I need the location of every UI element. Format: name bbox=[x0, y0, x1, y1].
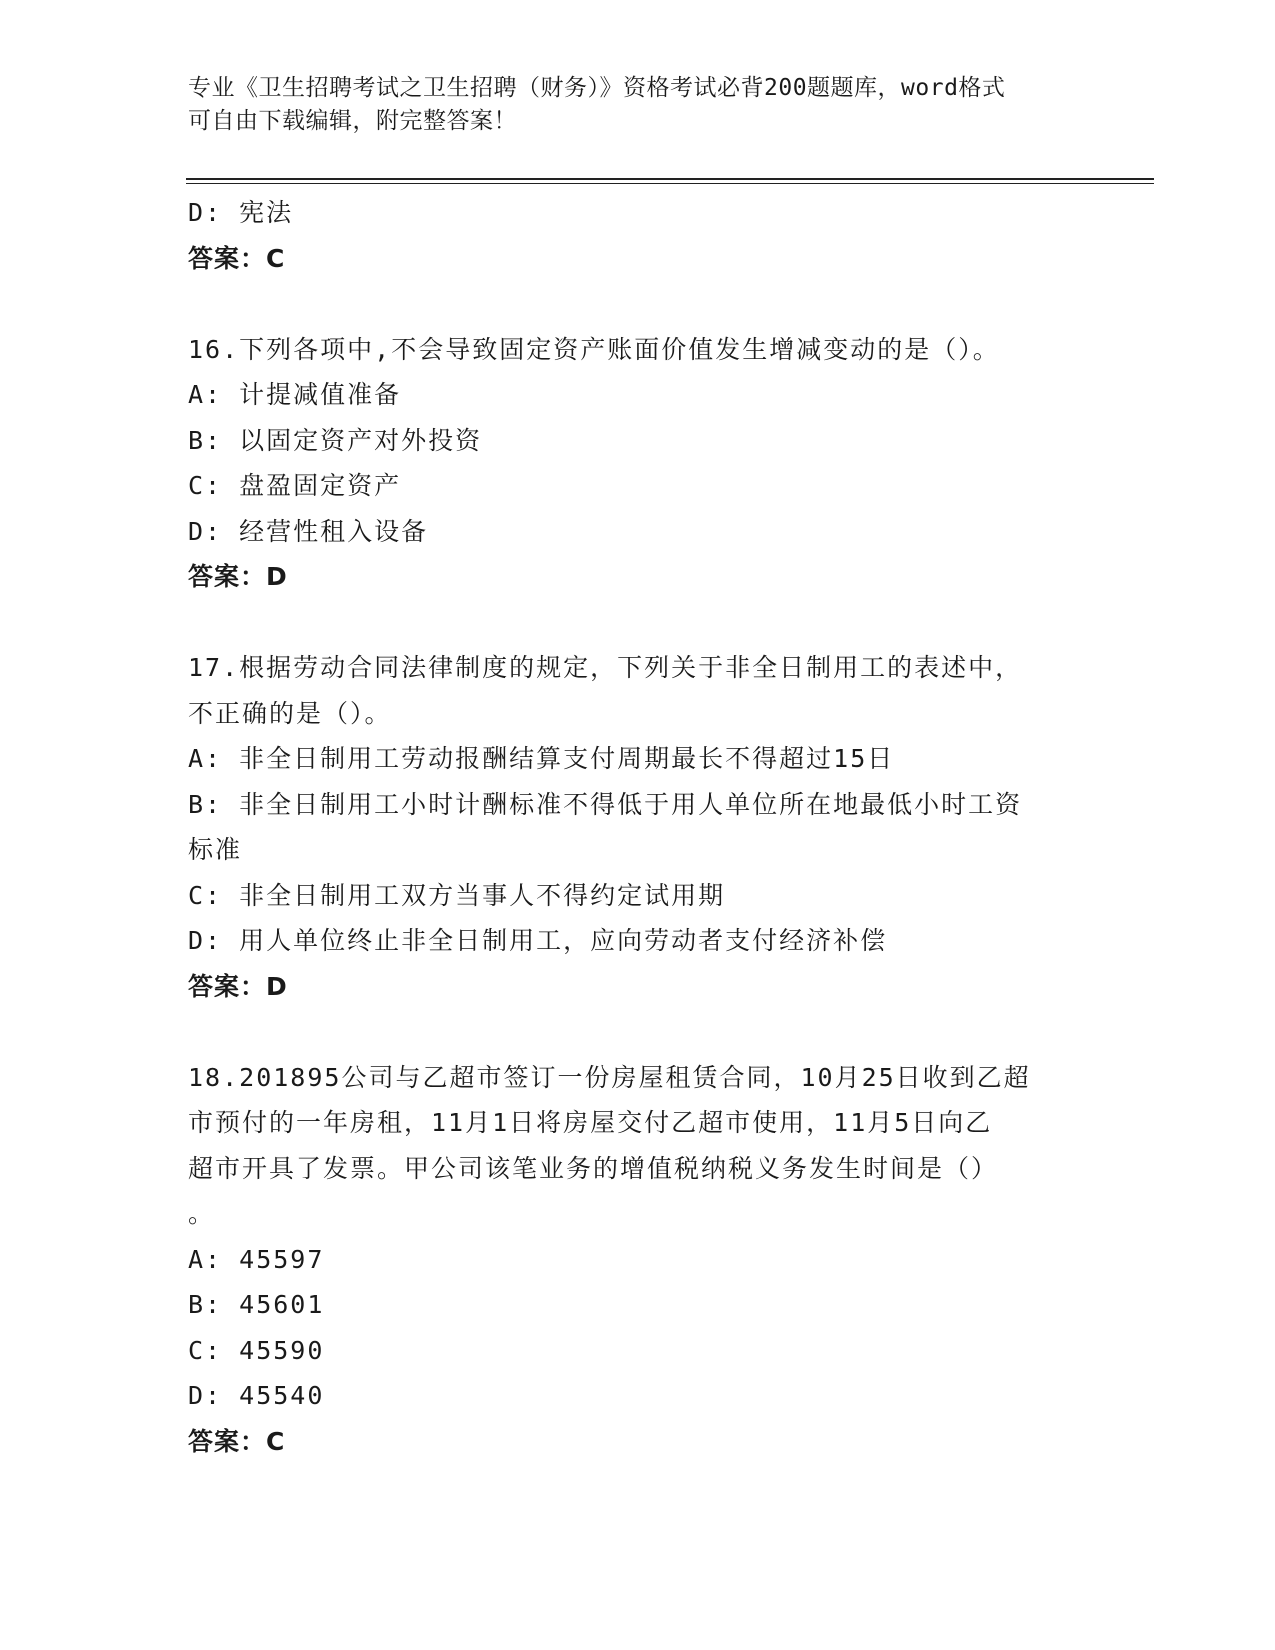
spacer bbox=[188, 600, 1088, 646]
option-a: A: 计提减值准备 bbox=[188, 380, 402, 409]
option-d: D: 用人单位终止非全日制用工，应向劳动者支付经济补偿 bbox=[188, 926, 888, 955]
question-stem: 16.下列各项中,不会导致固定资产账面价值发生增减变动的是（）。 bbox=[188, 334, 1000, 364]
spacer bbox=[188, 281, 1088, 327]
question-18 bbox=[188, 1055, 1088, 1465]
option-d: D: 宪法 bbox=[188, 198, 294, 227]
question-stem: 18.201895公司与乙超市签订一份房屋租赁合同，10月25日收到乙超 bbox=[188, 1062, 1031, 1092]
answer-label: 答案：C bbox=[188, 1426, 286, 1456]
answer-label: 答案：D bbox=[188, 562, 288, 591]
option-b: B: 以固定资产对外投资 bbox=[188, 425, 483, 455]
question-16 bbox=[188, 327, 1088, 600]
question-stem: 17.根据劳动合同法律制度的规定，下列关于非全日制用工的表述中， bbox=[188, 653, 1023, 682]
header-line-2: 可自由下载编辑，附完整答案！ bbox=[188, 108, 517, 134]
option-a: A: 45597 bbox=[188, 1244, 325, 1274]
question-stem-continued: 不正确的是（）。 bbox=[188, 698, 392, 728]
answer-label: 答案：C bbox=[188, 243, 286, 273]
question-stem-continued: 超市开具了发票。甲公司该笔业务的增值税纳税义务发生时间是（） bbox=[188, 1153, 999, 1183]
header-line-1: 专业《卫生招聘考试之卫生招聘（财务）》资格考试必背200题题库，word格式 bbox=[188, 75, 1006, 101]
previous-question-tail bbox=[188, 190, 1088, 281]
option-c: C: 45590 bbox=[188, 1335, 325, 1365]
option-d: D: 经营性租入设备 bbox=[188, 516, 429, 546]
option-b: B: 45601 bbox=[188, 1290, 325, 1319]
option-a: A: 非全日制用工劳动报酬结算支付周期最长不得超过15日 bbox=[188, 744, 895, 773]
option-c: C: 盘盈固定资产 bbox=[188, 471, 402, 500]
option-d: D: 45540 bbox=[188, 1381, 325, 1410]
answer-label: 答案：D bbox=[188, 971, 288, 1001]
question-list bbox=[188, 190, 1088, 1464]
option-b-continued: 标准 bbox=[188, 835, 243, 864]
option-c: C: 非全日制用工双方当事人不得约定试用期 bbox=[188, 880, 726, 910]
header-divider-thick bbox=[186, 178, 1154, 180]
spacer bbox=[188, 1009, 1088, 1055]
header-divider-thin bbox=[186, 183, 1154, 184]
question-stem-continued: 。 bbox=[188, 1199, 216, 1228]
option-b: B: 非全日制用工小时计酬标准不得低于用人单位所在地最低小时工资 bbox=[188, 789, 1023, 819]
question-17 bbox=[188, 645, 1088, 1009]
question-stem-continued: 市预付的一年房租，11月1日将房屋交付乙超市使用，11月5日向乙 bbox=[188, 1108, 993, 1137]
document-header bbox=[188, 72, 1068, 138]
